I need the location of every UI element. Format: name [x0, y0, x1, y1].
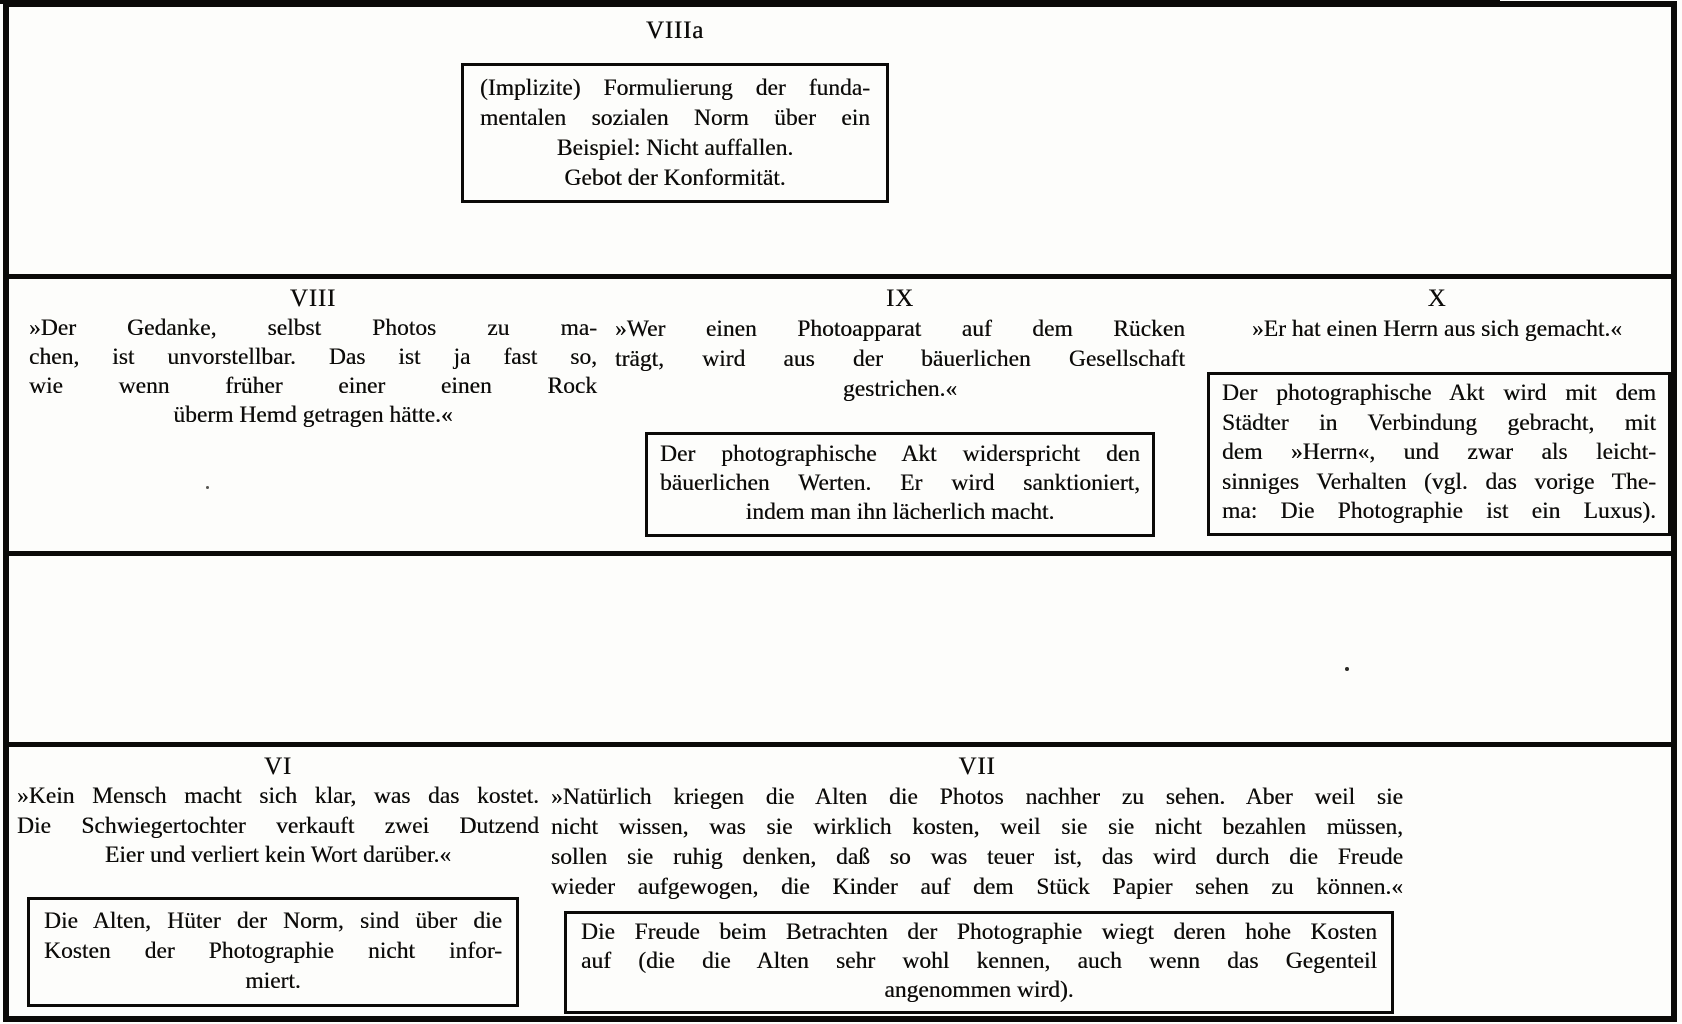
text-line: Städter in Verbindung gebracht, mit: [1222, 409, 1656, 436]
scan-speck: [1345, 667, 1349, 671]
viii-quote: [29, 314, 597, 430]
text-line: Die Freude beim Betrachten der Photographie wiegt deren hohe Kosten: [581, 919, 1377, 945]
text-line: »Kein Mensch macht sich klar, was das kostet.: [17, 783, 539, 809]
text-line: sollen sie ruhig denken, daß so was teuer ist, das wird durch die Freude: [551, 844, 1403, 870]
section-ix: [615, 284, 1185, 537]
text-line: Der photographische Akt wird mit dem: [1222, 380, 1656, 406]
vi-interpretation-box: [27, 897, 519, 1007]
section-number-vi: VI: [264, 753, 292, 780]
text-line: Die Alten, Hüter der Norm, sind über die: [44, 907, 502, 934]
text-line: Beispiel: Nicht auffallen.: [556, 135, 794, 161]
scan-speck: [206, 486, 209, 489]
vii-interpretation-box: [564, 911, 1394, 1014]
section-number-viiia: VIIIa: [645, 17, 705, 44]
section-vii: [551, 752, 1403, 1014]
text-line: chen, ist unvorstellbar. Das ist ja fast so,: [29, 344, 597, 370]
band-empty: [9, 551, 1671, 742]
section-number-ix: IX: [886, 285, 914, 312]
text-line: (Implizite) Formulierung der funda-: [480, 75, 870, 101]
text-line: Gebot der Konformität.: [564, 165, 786, 191]
text-line: bäuerlichen Werten. Er wird sanktioniert,: [660, 470, 1140, 496]
text-line: wieder aufgewogen, die Kinder auf dem Stück Papier sehen zu können.«: [551, 874, 1403, 900]
band-vi-vii: [9, 742, 1671, 1016]
text-line: angenommen wird).: [884, 977, 1074, 1003]
text-line: sinniges Verhalten (vgl. das vorige The-: [1222, 468, 1656, 495]
text-line: »Natürlich kriegen die Alten die Photos nachher zu sehen. Aber weil sie: [551, 784, 1403, 810]
viiia-norm-box: [461, 63, 889, 203]
text-line: »Der Gedanke, selbst Photos zu ma-: [29, 315, 597, 341]
text-line: »Er hat einen Herrn aus sich gemacht.«: [1252, 316, 1622, 342]
section-number-vii: VII: [958, 753, 996, 780]
text-line: Eier und verliert kein Wort darüber.«: [104, 842, 452, 868]
text-line: Der photographische Akt widerspricht den: [660, 441, 1140, 467]
ix-interpretation-box: [645, 432, 1155, 537]
section-viii: [29, 284, 597, 430]
text-line: »Wer einen Photoapparat auf dem Rücken: [615, 316, 1185, 342]
x-quote: [1199, 314, 1675, 344]
ix-quote: [615, 314, 1185, 404]
text-line: nicht wissen, was sie wirklich kosten, weil sie sie nicht bezahlen müssen,: [551, 814, 1403, 840]
text-line: indem man ihn lächerlich macht.: [745, 499, 1055, 525]
text-line: gestrichen.«: [842, 376, 958, 402]
vii-quote: [551, 782, 1403, 902]
section-number-x: X: [1427, 285, 1447, 312]
band-viii-ix-x: [9, 274, 1671, 551]
section-vi: [17, 752, 539, 1007]
text-line: Kosten der Photographie nicht infor-: [44, 937, 502, 964]
text-line: trägt, wird aus der bäuerlichen Gesellschaft: [615, 346, 1185, 372]
text-line: mentalen sozialen Norm über ein: [480, 105, 870, 131]
text-line: wie wenn früher einer einen Rock: [29, 373, 597, 399]
section-number-viii: VIII: [289, 285, 337, 312]
section-viiia: [461, 15, 889, 203]
text-line: miert.: [245, 967, 301, 994]
vi-quote: [17, 782, 539, 871]
text-line: überm Hemd getragen hätte.«: [173, 402, 453, 428]
outer-table-frame: [3, 1, 1677, 1022]
section-x: [1199, 284, 1675, 536]
text-line: ma: Die Photographie ist ein Luxus).: [1222, 498, 1656, 524]
band-viiia: [9, 7, 1671, 274]
text-line: auf (die die Alten sehr wohl kennen, auch wenn das Gegenteil: [581, 948, 1377, 974]
text-line: dem »Herrn«, und zwar als leicht-: [1222, 439, 1656, 465]
x-interpretation-box: [1207, 372, 1671, 536]
text-line: Die Schwiegertochter verkauft zwei Dutzend: [17, 812, 539, 839]
